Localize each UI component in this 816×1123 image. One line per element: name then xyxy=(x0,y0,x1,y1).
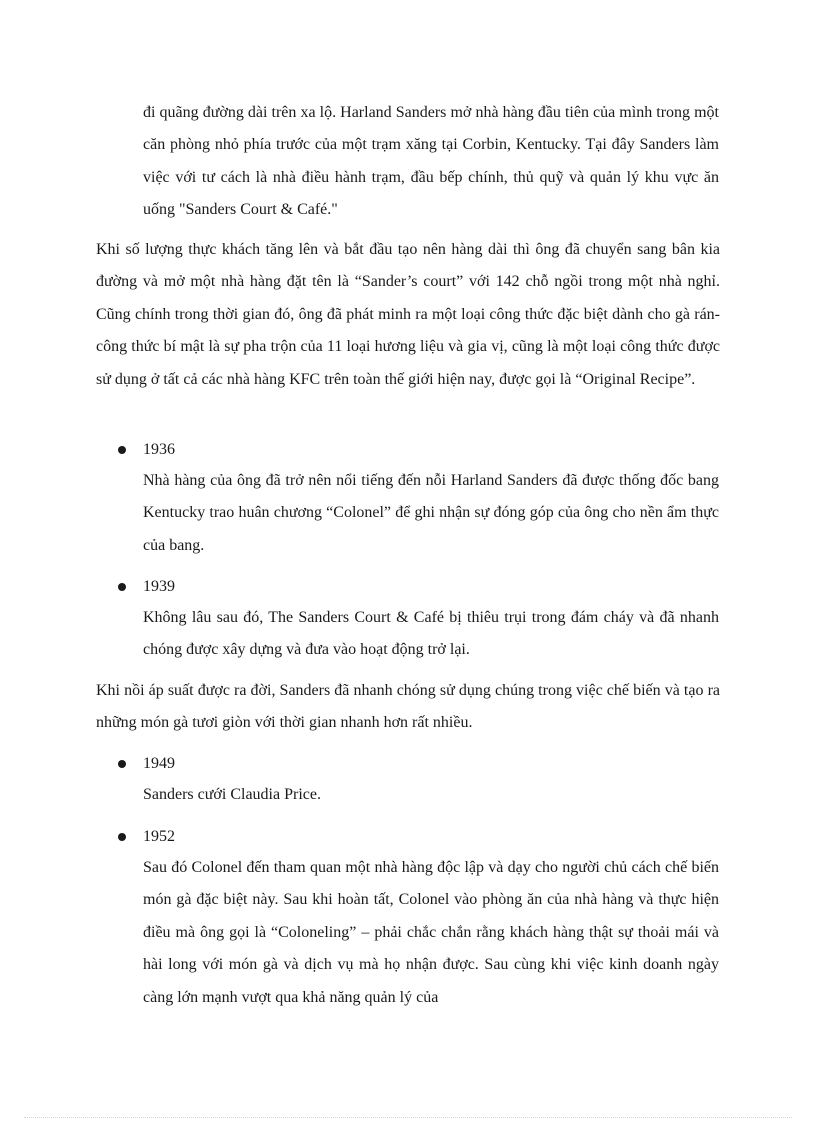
timeline-year-1936: 1936 xyxy=(143,441,175,458)
intro-continuation-paragraph: đi quãng đường dài trên xa lộ. Harland Sanders mở nhà hàng đầu tiên của mình trong một căn phòng nhỏ phía trước của một trạm xăng tại Corbin, Kentucky. Tại đây Sanders làm việc với tư cách là nhà điều hành trạm, đầu bếp chính, thủ quỹ và quản lý khu vực ăn uống "Sanders Court & Café." xyxy=(143,104,719,219)
bullet-icon xyxy=(118,833,126,841)
page-bottom-rule xyxy=(24,1117,792,1118)
bullet-icon xyxy=(118,446,126,454)
timeline-text-1939: Không lâu sau đó, The Sanders Court & Café bị thiêu trụi trong đám cháy và đã nhanh chóng được xây dựng và đưa vào hoạt động trở lại. xyxy=(143,609,719,659)
timeline-text-1952: Sau đó Colonel đến tham quan một nhà hàng độc lập và dạy cho người chủ cách chế biến món gà đặc biệt này. Sau khi hoàn tất, Colonel vào phòng ăn của nhà hàng và thực hiện điều mà ông gọi là “Coloneling” – phải chắc chắn rằng khách hàng thật sự thoải mái và hài long với món gà và dịch vụ mà họ nhận được. Sau cùng khi việc kinh doanh ngày càng lớn mạnh vượt qua khả năng quản lý của xyxy=(143,859,719,1006)
timeline-year-1952: 1952 xyxy=(143,828,175,845)
timeline-year-1939: 1939 xyxy=(143,578,175,595)
timeline-text-1949: Sanders cưới Claudia Price. xyxy=(143,786,321,803)
paragraph-sanders-court: Khi số lượng thực khách tăng lên và bắt đầu tạo nên hàng dài thì ông đã chuyển sang bân kia đường và mở một nhà hàng đặt tên là “Sander’s court” với 142 chỗ ngồi trong một nhà nghỉ. Cũng chính trong thời gian đó, ông đã phát minh ra một loại công thức đặc biệt dành cho gà rán- công thức bí mật là sự pha trộn của 11 loại hương liệu và gia vị, cũng là một loại công thức được sử dụng ở tất cả các nhà hàng KFC trên toàn thế giới hiện nay, được gọi là “Original Recipe”. xyxy=(96,241,720,388)
bullet-icon xyxy=(118,760,126,768)
paragraph-pressure-cooker: Khi nồi áp suất được ra đời, Sanders đã nhanh chóng sử dụng chúng trong việc chế biến và tạo ra những món gà tươi giòn với thời gian nhanh hơn rất nhiều. xyxy=(96,682,720,732)
timeline-text-1936: Nhà hàng của ông đã trở nên nổi tiếng đến nỗi Harland Sanders đã được thống đốc bang Kentucky trao huân chương “Colonel” để ghi nhận sự đóng góp của ông cho nền ẩm thực của bang. xyxy=(143,472,719,554)
timeline-year-1949: 1949 xyxy=(143,755,175,772)
bullet-icon xyxy=(118,583,126,591)
